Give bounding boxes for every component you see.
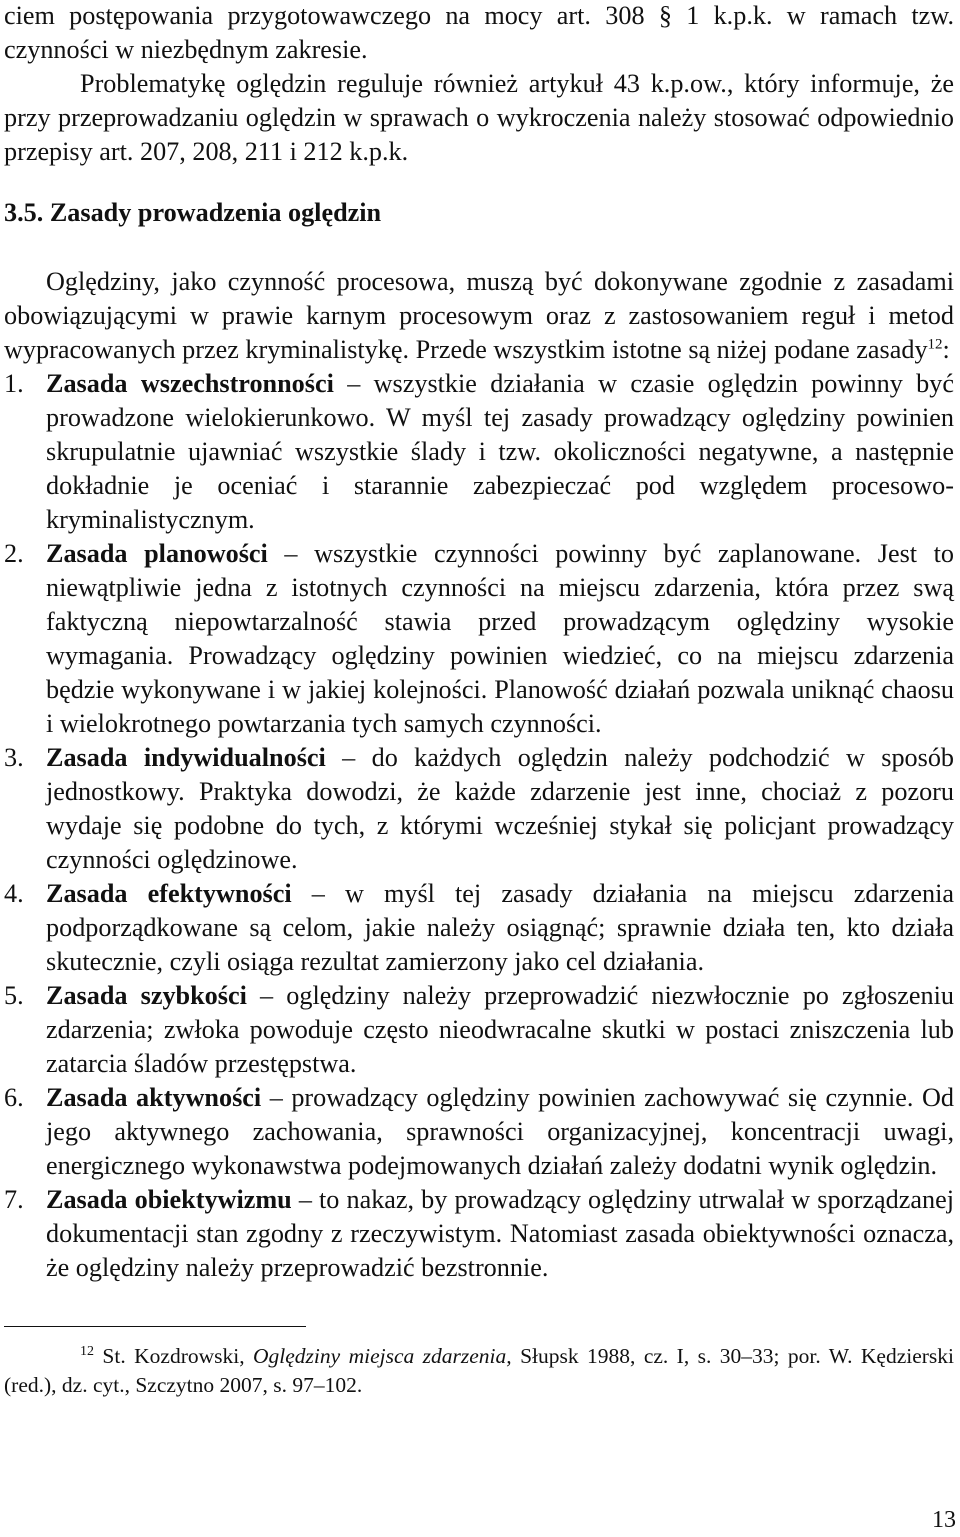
principle-text: wszystkie czynności powinny być zaplanowane. Jest to niewątpliwie jedna z istotnych czynności na miejscu zdarzenia, która przez swą faktyczną niepowtarzalność stawia przed prowadzącym oględziny wysokie wymagania. Prowadzący oględziny powinien wiedzieć, co na miejscu zdarzenia będzie wykonywane i w jakiej kolejności. Planowość działań pozwala uniknąć chaosu i wielokrotnego powtarzania tych samych czynności. [46,539,955,738]
principle-name: Zasada obiektywizmu [46,1185,292,1214]
principle-name: Zasada planowości [46,539,268,568]
principles-list [4,367,954,1285]
principle-dash: – [261,1083,283,1112]
principle-item [4,741,954,877]
principle-text: prowadzący oględziny powinien zachowywać się czynnie. Od jego aktywnego zachowania, sprawności organizacyjnej, koncentracji uwagi, energicznego wykonawstwa podejmowanych działań zależy dodatni wynik oględzin. [46,1083,954,1180]
principle-dash: – [267,539,298,568]
footnote-text-before: St. Kozdrowski, [94,1344,253,1368]
principle-dash: – [325,743,356,772]
principle-number: 6. [4,1083,24,1112]
principle-number: 7. [4,1185,24,1214]
footnote-separator [4,1326,306,1327]
principle-item [4,1081,954,1183]
principle-text: to nakaz, by prowadzący oględziny utrwalał w sporządzanej dokumentacji stan zgodny z rzeczywistym. Natomiast zasada obiektywności oznacza, że oględziny należy przeprowadzić bezstronnie. [46,1185,954,1282]
lead-end: : [942,335,950,364]
principle-dash: – [291,1185,312,1214]
lead-text: Oględziny, jako czynność procesowa, muszą być dokonywane zgodnie z zasadami obowiązującymi w prawie karnym procesowym oraz z zastosowaniem reguł i metod wypracowanych przez kryminalistykę. Przede wszystkim istotne są niżej podane zasady [4,267,954,364]
principle-dash: – [333,369,361,398]
intro-paragraph: Problematykę oględzin reguluje również artykuł 43 k.p.ow., który informuje, że przy przeprowadzaniu oględzin w sprawach o wykroczenia należy stosować odpowiednio przepisy art. 207, 208, 211 i 212 k.p.k. [4,69,954,166]
principle-item [4,979,954,1081]
principle-number: 4. [4,879,24,908]
principle-text: oględziny należy przeprowadzić niezwłocznie po zgłoszeniu zdarzenia; zwłoka powoduje często nieodwracalne skutki w postaci zniszczenia lub zatarcia śladów przestępstwa. [46,981,955,1078]
principle-number: 3. [4,743,24,772]
principle-item [4,877,954,979]
footnote-title: Oględziny miejsca zdarzenia, [253,1344,512,1368]
principle-number: 2. [4,539,24,568]
principle-name: Zasada wszechstronności [46,369,334,398]
principle-name: Zasada efektywności [46,879,292,908]
principle-dash: – [291,879,325,908]
footnote [4,1342,954,1400]
footnote-reference[interactable]: 12 [927,336,943,353]
page-number: 13 [932,1507,956,1533]
intro-paragraph-continued: ciem postępowania przygotowawczego na mocy art. 308 § 1 k.p.k. w ramach tzw. czynności w niezbędnym zakresie. [4,1,954,64]
principle-text: do każdych oględzin należy podchodzić w sposób jednostkowy. Praktyka dowodzi, że każde zdarzenie jest inne, chociaż z pozoru wydaje się podobne do tych, z którymi wcześniej stykał się policjant prowadzący czynności oględzinowe. [46,743,955,874]
section-lead-paragraph [4,265,954,367]
principle-item [4,537,954,741]
principle-dash: – [246,981,274,1010]
intro-text [4,0,954,169]
principle-item [4,1183,954,1285]
principle-text: w myśl tej zasady działania na miejscu zdarzenia podporządkowane są celom, jakie należy osiągnąć; sprawnie działa ten, kto działa skutecznie, czyli osiąga rezultat zamierzony jako cel działania. [46,879,954,976]
principle-number: 1. [4,369,24,398]
principle-number: 5. [4,981,24,1010]
principle-name: Zasada szybkości [46,981,247,1010]
principle-name: Zasada aktywności [46,1083,262,1112]
footnote-mark: 12 [80,1343,94,1359]
section-heading: 3.5. Zasady prowadzenia oględzin [4,198,382,227]
principle-name: Zasada indywidualności [46,743,326,772]
principle-item [4,367,954,537]
document-page [4,0,954,1400]
principle-text: wszystkie działania w czasie oględzin powinny być prowadzone wielokierunkowo. W myśl tej zasady prowadzący oględziny powinien skrupulatnie ujawniać wszystkie ślady i tzw. okoliczności negatywne, a następnie dokładnie je oceniać i starannie zabezpieczać pod względem procesowo-kryminalistycznym. [46,369,954,534]
footnote-text-after: Słupsk 1988, cz. I, s. 30–33; por. W. Kędzierski (red.), dz. cyt., Szczytno 2007, s. 97–102. [4,1344,955,1397]
